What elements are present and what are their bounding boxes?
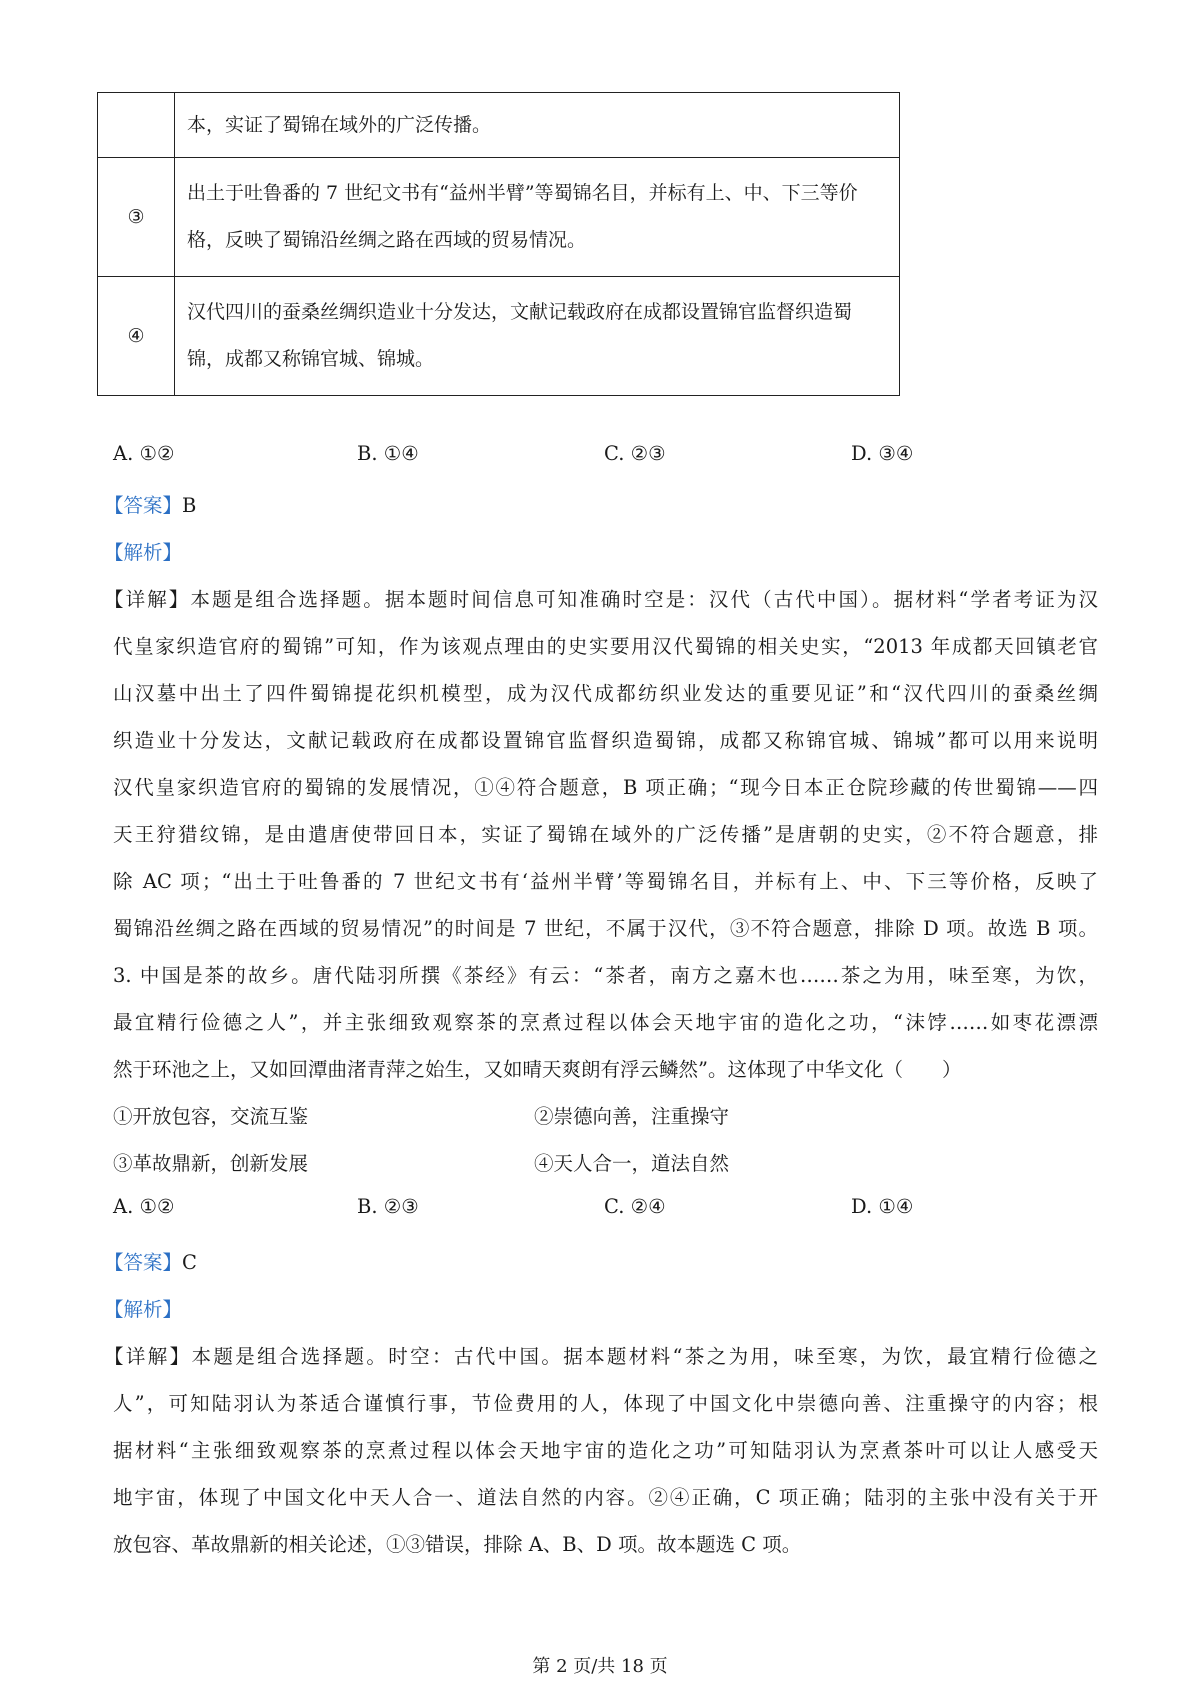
q3-stem-line: 然于环池之上，又如回潭曲渚青萍之始生，又如晴天爽朗有浮云鳞然”。这体现了中华文化（ ）: [113, 1058, 962, 1081]
q3-item-1: ①开放包容，交流互鉴: [113, 1105, 309, 1128]
q3-detail-line: 据材料“主张细致观察茶的烹煮过程以体会天地宇宙的造化之功”可知陆羽认为烹煮茶叶可以让人感受天: [113, 1439, 1098, 1462]
row-text: 本，实证了蜀锦在域外的广泛传播。: [175, 93, 900, 158]
q3-item-4: ④天人合一，道法自然: [534, 1152, 730, 1175]
q2-option-b: B. ①④: [357, 442, 419, 465]
detail-tag: 【详解】: [104, 1345, 192, 1368]
q2-detail-line: 汉代皇家织造官府的蜀锦的发展情况，①④符合题意，B 项正确；“现今日本正仓院珍藏的传世蜀锦——四: [113, 776, 1098, 799]
table-row: [98, 277, 900, 396]
analysis-tag: 【解析】: [104, 1298, 183, 1321]
q2-analysis-heading: [104, 537, 1089, 565]
page-footer: 第 2 页/共 18 页: [532, 1656, 668, 1677]
q3-item-2: ②崇德向善，注重操守: [534, 1105, 730, 1128]
q3-detail-line: 人”，可知陆羽认为茶适合谨慎行事，节俭费用的人，体现了中国文化中崇德向善、注重操守的内容；根: [113, 1392, 1098, 1415]
q2-option-a: A. ①②: [113, 442, 175, 465]
answer-tag: 【答案】: [104, 494, 183, 517]
q3-item-3: ③革故鼎新，创新发展: [113, 1152, 309, 1175]
q2-option-c: C. ②③: [604, 442, 666, 465]
q3-option-a: A. ①②: [113, 1195, 175, 1218]
material-table: [97, 92, 900, 396]
q3-answer: [104, 1247, 1089, 1275]
q2-detail-line: 【详解】本题是组合选择题。据本题时间信息可知准确时空是：汉代（古代中国）。据材料“学者考证为汉: [104, 588, 1098, 611]
q2-detail-line: 除 AC 项；“出土于吐鲁番的 7 世纪文书有‘益州半臂’等蜀锦名目，并标有上、中、下三等价格，反映了: [113, 870, 1098, 893]
answer-value: C: [182, 1251, 197, 1274]
row-text: 出土于吐鲁番的 7 世纪文书有“益州半臂”等蜀锦名目，并标有上、中、下三等价格，反映了蜀锦沿丝绸之路在西域的贸易情况。: [175, 158, 900, 277]
q3-analysis-heading: [104, 1294, 1089, 1322]
q2-answer: [104, 490, 1089, 518]
q2-detail-line: 代皇家织造官府的蜀锦”可知，作为该观点理由的史实要用汉代蜀锦的相关史实，“2013 年成都天回镇老官: [113, 635, 1098, 658]
q2-detail-line: 山汉墓中出土了四件蜀锦提花织机模型，成为汉代成都纺织业发达的重要见证”和“汉代四川的蚕桑丝绸: [113, 682, 1098, 705]
q3-detail-line: 地宇宙，体现了中国文化中天人合一、道法自然的内容。②④正确，C 项正确；陆羽的主张中没有关于开: [113, 1486, 1098, 1509]
row-number: ③: [98, 158, 175, 277]
q3-stem-line: 最宜精行俭德之人”，并主张细致观察茶的烹煮过程以体会天地宇宙的造化之功，“沫饽……如枣花漂漂: [113, 1011, 1098, 1034]
table-row: [98, 93, 900, 158]
q3-detail-line: 放包容、革故鼎新的相关论述，①③错误，排除 A、B、D 项。故本题选 C 项。: [113, 1533, 802, 1556]
q2-detail-line: 天王狩猎纹锦，是由遣唐使带回日本，实证了蜀锦在域外的广泛传播”是唐朝的史实，②不符合题意，排: [113, 823, 1098, 846]
q2-detail-line: 织造业十分发达，文献记载政府在成都设置锦官监督织造蜀锦，成都又称锦官城、锦城”都可以用来说明: [113, 729, 1098, 752]
row-text: 汉代四川的蚕桑丝绸织造业十分发达，文献记载政府在成都设置锦官监督织造蜀锦，成都又称锦官城、锦城。: [175, 277, 900, 396]
row-number: ④: [98, 277, 175, 396]
answer-tag: 【答案】: [104, 1251, 183, 1274]
q3-detail-line: 【详解】本题是组合选择题。时空：古代中国。据本题材料“茶之为用，味至寒，为饮，最宜精行俭德之: [104, 1345, 1098, 1368]
row-number: [98, 93, 175, 158]
q3-option-b: B. ②③: [357, 1195, 419, 1218]
q2-detail-line: 蜀锦沿丝绸之路在西域的贸易情况”的时间是 7 世纪，不属于汉代，③不符合题意，排除 D 项。故选 B 项。: [113, 917, 1098, 940]
detail-tag: 【详解】: [104, 588, 191, 611]
analysis-tag: 【解析】: [104, 541, 183, 564]
answer-value: B: [182, 494, 197, 517]
q3-option-d: D. ①④: [851, 1195, 914, 1218]
q3-stem-line: 3. 中国是茶的故乡。唐代陆羽所撰《茶经》有云：“茶者，南方之嘉木也……茶之为用，味至寒，为饮，: [113, 964, 1098, 987]
table-row: [98, 158, 900, 277]
q3-option-c: C. ②④: [604, 1195, 666, 1218]
q2-option-d: D. ③④: [851, 442, 914, 465]
